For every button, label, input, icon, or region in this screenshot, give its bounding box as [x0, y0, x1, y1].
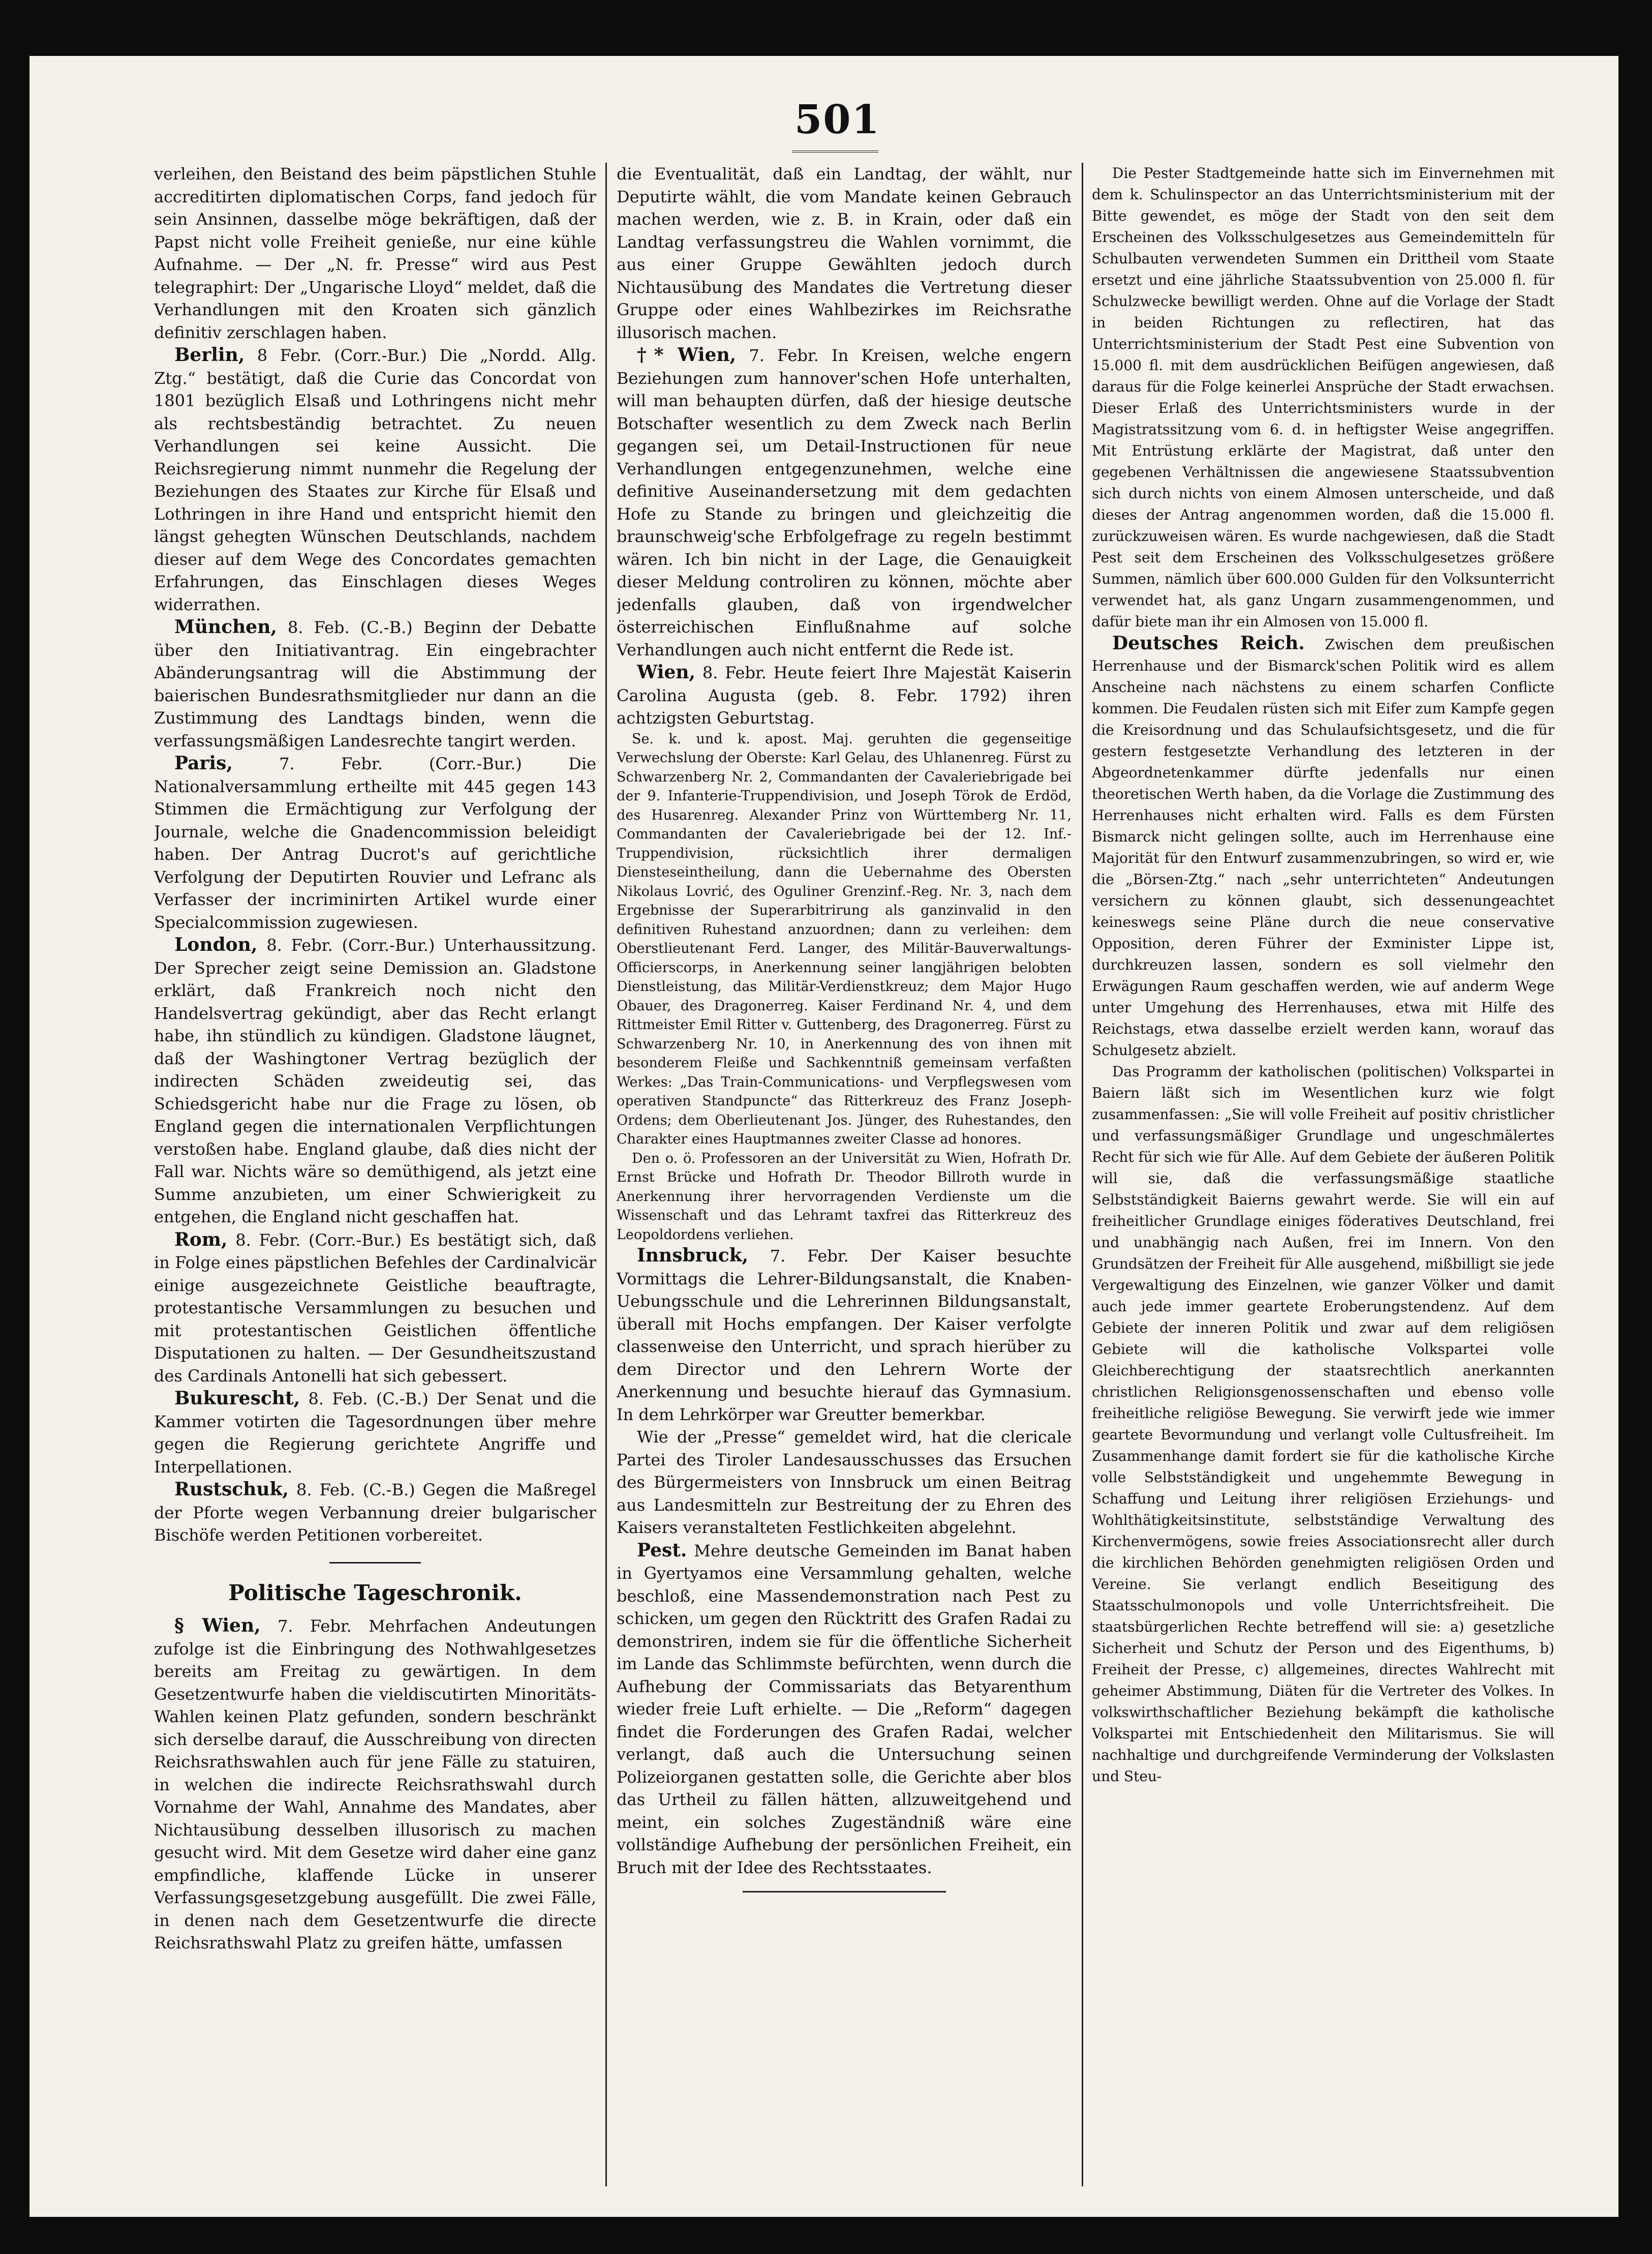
article-text: 7. Febr. Der Kaiser besuchte Vormittags die Lehrer-Bildungsanstalt, die Knaben-Uebungsschule und die Lehrerinnen Bildungsanstalt, überall mit Hochs empfangen. Der Kaiser verfolgte classenweise den Unterricht, und sprach hierüber zu dem Director und den Lehrern Worte der Anerkennung und besuchte hierauf das Gymnasium. In dem Lehrkörper war Greutter bemerkbar.	[617, 1246, 1072, 1424]
news-item-bukarest	[154, 1387, 596, 1478]
news-item-pest	[617, 1539, 1072, 1879]
article-text: 7. Febr. Mehrfachen Andeutungen zufolge ist die Einbringung des Nothwahlgesetzes bereits am Freitag zu gewärtigen. In dem Gesetzentwurfe haben die vieldiscutirten Minoritäts-Wahlen keinen Platz gefunden, sondern beschränkt sich derselbe darauf, die Ausschreibung von directen Reichsrathswahlen auch für jene Fälle zu statuiren, in welchen die indirecte Reichsrathswahl durch Vornahme der Wahl, Annahme des Mandates, aber Nichtausübung desselben illusorisch zu machen gesucht wird. Mit dem Gesetze wird daher eine ganz empfindliche, klaffende Lücke in unserer Verfassungsgesetzgebung ausgefüllt. Die zwei Fälle, in denen nach dem Gesetzentwurfe die directe Reichsrathswahl Platz zu greifen hätte, umfassen	[154, 1616, 596, 1952]
dateline: Rom,	[174, 1228, 228, 1250]
news-item-presse: Wie der „Presse“ gemeldet wird, hat die clericale Partei des Tiroler Landesausschusses das Ersuchen des Bürgermeisters von Innsbruck um einen Beitrag aus Landesmitteln zur Bestreitung der zu Ehren des Kaisers veranstalteten Festlichkeiten abgelehnt.	[617, 1427, 1072, 1537]
dateline: Bukurescht,	[174, 1388, 300, 1409]
news-item-innsbruck	[617, 1244, 1072, 1426]
column-left	[154, 163, 596, 2197]
dateline: § Wien,	[174, 1615, 261, 1636]
section-divider	[329, 1562, 421, 1564]
article-text: 7. Febr. (Corr.-Bur.) Die Nationalversammlung ertheilte mit 445 gegen 143 Stimmen die Ermächtigung zur Verfolgung der Journale, welche die Gnadencommission beleidigt haben. Der Antrag Ducrot's auf gerichtliche Verfolgung der Deputirten Rouvier und Lefranc als Verfasser der incriminirten Artikel wurde einer Specialcommission zugewiesen.	[154, 754, 596, 932]
column-divider	[1082, 163, 1083, 2186]
article-text: 7. Febr. In Kreisen, welche engern Beziehungen zum hannover'schen Hofe unterhalten, will man behaupten dürfen, daß der hiesige deutsche Botschafter wesentlich zu dem Zweck nach Berlin gegangen sei, um Detail-Instructionen für neue Verhandlungen entgegenzunehmen, welche eine definitive Auseinandersetzung mit dem gedachten Hofe zu Stande zu bringen und gleichzeitig die braunschweig'sche Erbfolgefrage zu regeln bestimmt wären. Ich bin nicht in der Lage, die Genauigkeit dieser Meldung controliren zu können, möchte aber jedenfalls glauben, daß von irgendwelcher österreichischen Einflußnahme auf solche Verhandlungen auch nicht entfernt die Rede ist.	[617, 346, 1072, 659]
article-text: 8. Feb. (C.-B.) Gegen die Maßregel der Pforte wegen Verbannung dreier bulgarischer Bischöfe werden Petitionen vorbereitet.	[154, 1480, 596, 1545]
news-item-paris	[154, 752, 596, 934]
news-item-wien-3	[617, 661, 1072, 730]
notice-text: Se. k. und k. apost. Maj. geruhten die gegenseitige Verwechslung der Oberste: Karl Gelau, des Uhlanenreg. Fürst zu Schwarzenberg Nr. 2, Commandanten der Cavaleriebrigade bei der 9. Infanterie-Truppendivision, und Joseph Törok de Erdöd, des Husarenreg. Alexander Prinz von Württemberg Nr. 11, Commandanten der Cavaleriebrigade bei der 12. Inf.-Truppendivision, rücksichtlich ihrer dermaligen Diensteseintheilung, dann die Uebernahme des Obersten Nikolaus Lovrić, des Oguliner Grenzinf.-Reg. Nr. 3, nach dem Ergebnisse der Superarbitrirung als ganzinvalid in den definitiven Ruhestand anzuordnen; dann zu verleihen: dem Oberstlieutenant Ferd. Langer, des Militär-Bauverwaltungs-Officierscorps, in Anerkennung seiner langjährigen belobten Dienstleistung, das Militär-Verdienstkreuz; dem Major Hugo Obauer, des Dragonerreg. Kaiser Ferdinand Nr. 4, und dem Rittmeister Emil Ritter v. Guttenberg, des Dragonerreg. Fürst zu Schwarzenberg Nr. 10, in Anerkennung des von ihnen mit besonderem Fleiße und Sachkenntniß gemeinsam verfaßten Werkes: „Das Train-Communications- und Verpflegswesen vom operativen Standpuncte“ das Ritterkreuz des Franz Joseph-Ordens; dem Oberlieutenant Jos. Jünger, des Ruhestandes, den Charakter eines Hauptmannes zweiter Classe ad honores.	[617, 731, 1072, 1147]
news-item-wien-2	[617, 344, 1072, 661]
dateline: Pest.	[637, 1539, 687, 1561]
article-continuation: verleihen, den Beistand des beim päpstlichen Stuhle accreditirten diplomatischen Corps, fand jedoch für sein Ansinnen, dasselbe möge bekräftigen, daß der Papst nicht volle Freiheit genieße, nur eine kühle Aufnahme. — Der „N. fr. Presse“ wird aus Pest telegraphirt: Der „Ungarische Lloyd“ meldet, daß die Verhandlungen mit den Kroaten sich gänzlich definitiv zerschlagen haben.	[154, 164, 596, 342]
dateline: Wien,	[637, 662, 696, 683]
dateline: München,	[174, 616, 277, 638]
dateline: Innsbruck,	[637, 1245, 749, 1266]
column-right	[1092, 163, 1554, 2197]
news-item-wien	[154, 1614, 596, 1955]
column-middle	[617, 163, 1072, 2197]
notice-text: Den o. ö. Professoren an der Universität zu Wien, Hofrath Dr. Ernst Brücke und Hofrath Dr. Theodor Billroth wurde in Anerkennung ihrer hervorragenden Verdienste um die Wissenschaft und das Lehramt taxfrei das Ritterkreuz des Leopoldordens verliehen.	[617, 1150, 1072, 1243]
section-heading: Politische Tageschronik.	[228, 1580, 522, 1605]
news-item-rustschuk	[154, 1478, 596, 1547]
news-item-rom	[154, 1228, 596, 1388]
section-divider	[743, 1891, 946, 1892]
article-text: 8. Febr. Heute feiert Ihre Majestät Kaiserin Carolina Augusta (geb. 8. Febr. 1792) ihren achtzigsten Geburtstag.	[617, 663, 1072, 728]
column-divider	[605, 163, 607, 2186]
news-item-pest-schools: Die Pester Stadtgemeinde hatte sich im Einvernehmen mit dem k. Schulinspector an das Unterrichtsministerium mit der Bitte gewendet, es möge der Stadt von den seit dem Erscheinen des Volksschulgesetzes aus Gemeindemitteln für Schulbauten verwendeten Summen ein Drittheil vom Staate ersetzt und eine jährliche Staatssubvention von 25.000 fl. für Schulzwecke bewilligt werden. Ohne auf die Vorlage der Stadt in beiden Richtungen zu reflectiren, hat das Unterrichtsministerium der Stadt Pest eine Subvention von 15.000 fl. mit dem ausdrücklichen Beifügen angewiesen, daß daraus für die Folge keinerlei Ansprüche der Stadt erwachsen. Dieser Erlaß des Unterrichtsministers wurde in der Magistratssitzung vom 6. d. in heftigster Weise angegriffen. Mit Entrüstung erklärte der Magistrat, daß unter den gegebenen Verhältnissen die angewiesene Staatssubvention sich durch nichts von einem Almosen unterscheide, und daß dieses der Antrag angenommen worden, daß die 15.000 fl. zurückzuweisen wären. Es wurde nachgewiesen, daß die Stadt Pest seit dem Erscheinen des Volksschulgesetzes größere Summen, nämlich über 600.000 Gulden für den Volksunterricht verwendet hat, als ganz Ungarn zusammengenommen, und dafür biete man ihr ein Almosen von 15.000 fl.	[1092, 165, 1554, 630]
article-text: 8. Feb. (C.-B.) Der Senat und die Kammer votirten die Tagesordnungen über mehre gegen die Regierung gerichtete Angriffe und Interpellationen.	[154, 1389, 596, 1477]
dateline: Deutsches Reich.	[1112, 633, 1305, 654]
dateline: Berlin,	[174, 344, 245, 366]
news-item-deutsches-reich	[1092, 633, 1554, 1061]
dateline: London,	[174, 934, 258, 955]
news-item-london	[154, 934, 596, 1228]
dateline: Paris,	[174, 753, 233, 774]
newspaper-page	[29, 56, 1618, 2217]
dateline: Rustschuk,	[174, 1479, 289, 1500]
article-text: Zwischen dem preußischen Herrenhause und der Bismarck'schen Politik wird es allem Anscheine nach nächstens zu einem scharfen Conflicte kommen. Die Feudalen rüsten sich mit Eifer zum Kampfe gegen die Kreisordnung und das Schulaufsichtsgesetz, und die für gestern festgesetzte Verhandlung des letzteren in der Abgeordnetenkammer dürfte jedenfalls nur einen theoretischen Werth haben, da die Vorlage die Zustimmung des Herrenhauses nicht erhalten wird. Falls es dem Fürsten Bismarck nicht gelingen sollte, auch im Herrenhause eine Majorität für den Entwurf zusammenzubringen, so wird er, wie die „Börsen-Ztg.“ nach „sehr unterrichteten“ Andeutungen versichern zu können glaubt, sich dessenungeachtet keineswegs seine Pläne durch die neue conservative Opposition, deren Führer der Exminister Lippe ist, durchkreuzen lassen, sondern es soll vielmehr den Erwägungen Raum geschaffen werden, wie auf anderm Wege unter Umgehung des Herrenhauses, etwa mit Hilfe des Reichstags, etwa dasselbe erzielt werden kann, worauf das Schulgesetz abzielt.	[1092, 636, 1554, 1059]
news-item-muenchen	[154, 616, 596, 752]
article-text: 8. Febr. (Corr.-Bur.) Es bestätigt sich, daß in Folge eines päpstlichen Befehles der Cardinalvicär einige ausgezeichnete Geistliche beauftragte, protestantische Versammlungen zu besuchen und mit protestantischen Geistlichen öffentliche Disputationen zu halten. — Der Gesundheitszustand des Cardinals Antonelli hat sich gebessert.	[154, 1230, 596, 1386]
page-number: 501	[794, 97, 880, 143]
article-text: 8. Feb. (C.-B.) Beginn der Debatte über den Initiativantrag. Ein eingebrachter Abänderungsantrag will die Abstimmung der baierischen Bundesrathsmitglieder nur dann an die Zustimmung des Landtags binden, wenn die verfassungsmäßigen Landesrechte tangirt werden.	[154, 618, 596, 750]
news-item-berlin	[154, 344, 596, 616]
page-number-rule	[792, 147, 878, 153]
official-notices	[617, 730, 1072, 1245]
article-text: Mehre deutsche Gemeinden im Banat haben in Gyertyamos eine Versammlung gehalten, welche beschloß, eine Massendemonstration nach Pest zu schicken, um gegen den Rücktritt des Grafen Radai zu demonstriren, indem sie für die öffentliche Sicherheit im Lande das Schlimmste befürchten, wenn durch die Aufhebung der Commissariats das Betyarenthum wieder freie Luft erhielte. — Die „Reform“ dagegen findet die Forderungen des Grafen Radai, welcher verlangt, daß auch die Untersuchung seinen Polizeiorganen gestatten solle, die Gerichte aber blos das Urtheil zu fällen hätten, allzuweitgehend und meint, ein solches Zugeständniß wäre eine vollständige Aufhebung der persönlichen Freiheit, ein Bruch mit der Idee des Rechtsstaates.	[617, 1541, 1072, 1877]
article-text: 8 Febr. (Corr.-Bur.) Die „Nordd. Allg. Ztg.“ bestätigt, daß die Curie das Concordat von 1801 bezüglich Elsaß und Lothringens nicht mehr als rechtsbeständig betrachtet. Zu neuen Verhandlungen sei keine Aussicht. Die Reichsregierung nimmt nunmehr die Regelung der Beziehungen des Staates zur Kirche für Elsaß und Lothringen in ihre Hand und entspricht hiemit den längst gehegten Wünschen Deutschlands, nachdem dieser auf dem Wege des Concordates gemachten Erfahrungen, das Einschlagen dieses Weges widerrathen.	[154, 346, 596, 614]
news-item-programm: Das Programm der katholischen (politischen) Volkspartei in Baiern läßt sich im Wesentlichen kurz wie folgt zusammenfassen: „Sie will volle Freiheit auf positiv christlicher und verfassungsmäßiger Grundlage und ungeschmälertes Recht für sich wie für Alle. Auf dem Gebiete der äußeren Politik will sie, daß die verfassungsmäßige staatliche Selbstständigkeit Baierns gewahrt werde. Sie will ein auf freiheitlicher Grundlage einiges föderatives Deutschland, frei und unabhängig nach Außen, frei im Innern. Von den Grundsätzen der Freiheit für Alle ausgehend, mißbilligt sie jede Vergewaltigung des Einzelnen, wie ganzer Völker und damit auch jede immer geartete Eroberungstendenz. Auf dem Gebiete der inneren Politik und zwar auf dem religiösen Gebiete will die katholische Volkspartei volle Gleichberechtigung der staatsrechtlich anerkannten christlichen Religionsgenossenschaften und ebenso volle freiheitliche religiöse Bewegung. Sie verwirft jede wie immer geartete Bevormundung und verlangt volle Cultusfreiheit. Im Zusammenhange damit fordert sie für die katholische Kirche volle Selbstständigkeit und ungehemmte Bewegung in Schaffung und Leitung ihrer religiösen Erziehungs- und Wohlthätigkeitsinstitute, selbstständige Verwaltung des Kirchenvermögens, sowie freies Associationsrecht aller durch die kirchlichen Behörden genehmigten religiösen Orden und Vereine. Sie verlangt endlich Beseitigung des Staatsschulmonopols und volle Unterrichtsfreiheit. Die staatsbürgerlichen Rechte betreffend will sie: a) gesetzliche Sicherheit und Schutz der Person und des Eigenthums, b) Freiheit der Presse, c) allgemeines, directes Wahlrecht mit geheimer Abstimmung, Diäten für die Vertreter des Volkes. In volkswirthschaftlicher Beziehung bekämpft die katholische Volkspartei mit Entschiedenheit den Militarismus. Sie will nachhaltige und durchgreifende Verminderung der Volkslasten und Steu-	[1092, 1063, 1554, 1785]
article-continuation: die Eventualität, daß ein Landtag, der wählt, nur Deputirte wählt, die vom Mandate keinen Gebrauch machen werden, wie z. B. in Krain, oder daß ein Landtag verfassungstreu die Wahlen vornimmt, die aus einer Gruppe Gewählten jedoch durch Nichtausübung des Mandates die Vertretung dieser Gruppe oder eines Wahlbezirkes im Reichsrathe illusorisch machen.	[617, 164, 1072, 342]
article-text: 8. Febr. (Corr.-Bur.) Unterhaussitzung. Der Sprecher zeigt seine Demission an. Gladstone erklärt, daß Frankreich noch nicht den Handelsvertrag gekündigt, aber das Recht erlangt habe, ihn stündlich zu kündigen. Gladstone läugnet, daß der Washingtoner Vertrag bezüglich der indirecten Schäden zweideutig sei, das Schiedsgericht habe nur die Frage zu lösen, ob England gegen die internationalen Verpflichtungen verstoßen habe. England glaube, daß dies nicht der Fall war. Nichts wäre so demüthigend, als jetzt eine Summe anzubieten, um einer Schwierigkeit zu entgehen, die England nicht geschaffen hat.	[154, 936, 596, 1226]
dateline: †* Wien,	[637, 344, 737, 366]
